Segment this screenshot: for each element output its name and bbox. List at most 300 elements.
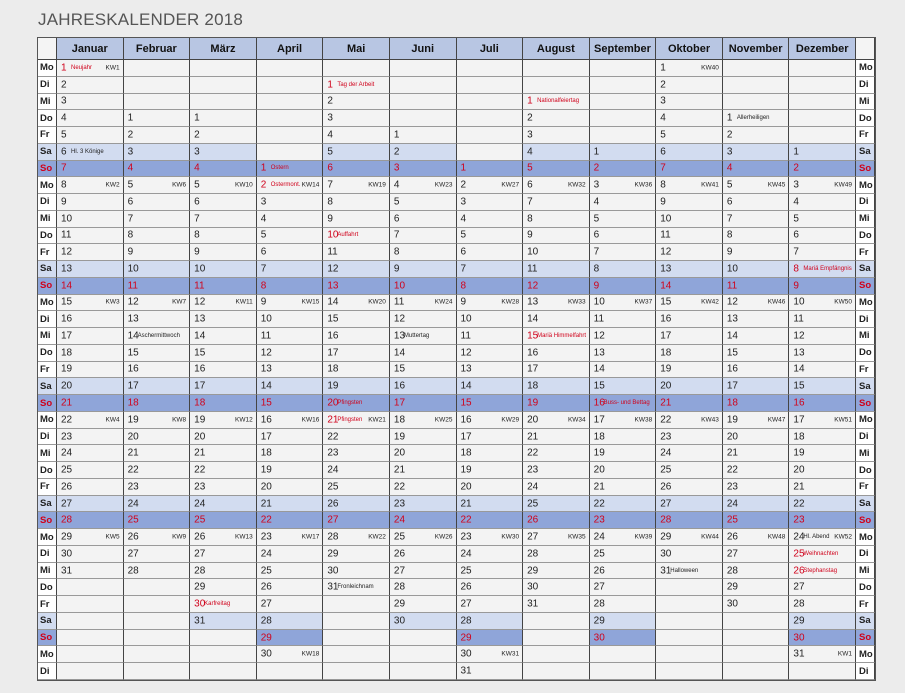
day-cell[interactable] <box>390 311 457 328</box>
day-cell[interactable] <box>789 563 856 580</box>
day-cell[interactable] <box>323 445 390 462</box>
day-cell[interactable] <box>257 630 324 647</box>
day-cell[interactable] <box>590 194 657 211</box>
day-cell[interactable] <box>457 328 524 345</box>
day-cell[interactable] <box>124 378 191 395</box>
day-cell[interactable] <box>590 412 657 429</box>
day-cell[interactable] <box>656 529 723 546</box>
day-cell[interactable] <box>190 261 257 278</box>
day-cell[interactable] <box>590 429 657 446</box>
day-cell[interactable] <box>390 228 457 245</box>
day-cell[interactable] <box>124 144 191 161</box>
day-cell[interactable] <box>57 211 124 228</box>
day-cell[interactable] <box>57 395 124 412</box>
day-cell[interactable] <box>124 412 191 429</box>
day-cell[interactable] <box>124 110 191 127</box>
day-cell[interactable] <box>723 144 790 161</box>
day-cell[interactable] <box>390 596 457 613</box>
day-cell[interactable] <box>457 194 524 211</box>
day-cell[interactable] <box>656 546 723 563</box>
day-cell[interactable] <box>323 529 390 546</box>
day-cell[interactable] <box>190 228 257 245</box>
day-cell[interactable] <box>323 110 390 127</box>
day-cell[interactable] <box>190 596 257 613</box>
day-cell[interactable] <box>789 646 856 663</box>
day-cell[interactable] <box>190 412 257 429</box>
day-cell[interactable] <box>590 496 657 513</box>
day-cell[interactable] <box>190 177 257 194</box>
day-cell[interactable] <box>323 412 390 429</box>
day-cell[interactable] <box>723 110 790 127</box>
day-cell[interactable] <box>789 630 856 647</box>
day-cell[interactable] <box>590 596 657 613</box>
day-cell[interactable] <box>523 496 590 513</box>
day-cell[interactable] <box>656 194 723 211</box>
day-cell[interactable] <box>656 445 723 462</box>
day-cell[interactable] <box>789 546 856 563</box>
day-cell[interactable] <box>57 228 124 245</box>
day-cell[interactable] <box>789 295 856 312</box>
day-cell[interactable] <box>656 345 723 362</box>
day-cell[interactable] <box>257 613 324 630</box>
day-cell[interactable] <box>257 445 324 462</box>
day-cell[interactable] <box>590 479 657 496</box>
day-cell[interactable] <box>323 211 390 228</box>
day-cell[interactable] <box>789 395 856 412</box>
day-cell[interactable] <box>190 311 257 328</box>
day-cell[interactable] <box>457 596 524 613</box>
day-cell[interactable] <box>124 177 191 194</box>
day-cell[interactable] <box>257 596 324 613</box>
day-cell[interactable] <box>590 311 657 328</box>
day-cell[interactable] <box>457 161 524 178</box>
day-cell[interactable] <box>57 462 124 479</box>
day-cell[interactable] <box>323 429 390 446</box>
day-cell[interactable] <box>656 211 723 228</box>
day-cell[interactable] <box>124 194 191 211</box>
day-cell[interactable] <box>257 529 324 546</box>
day-cell[interactable] <box>124 462 191 479</box>
day-cell[interactable] <box>190 161 257 178</box>
day-cell[interactable] <box>390 278 457 295</box>
day-cell[interactable] <box>323 144 390 161</box>
day-cell[interactable] <box>190 445 257 462</box>
day-cell[interactable] <box>723 261 790 278</box>
day-cell[interactable] <box>57 60 124 77</box>
day-cell[interactable] <box>57 496 124 513</box>
day-cell[interactable] <box>323 546 390 563</box>
day-cell[interactable] <box>124 362 191 379</box>
day-cell[interactable] <box>590 613 657 630</box>
day-cell[interactable] <box>656 177 723 194</box>
day-cell[interactable] <box>656 563 723 580</box>
day-cell[interactable] <box>523 194 590 211</box>
day-cell[interactable] <box>789 429 856 446</box>
day-cell[interactable] <box>457 663 524 680</box>
day-cell[interactable] <box>457 395 524 412</box>
day-cell[interactable] <box>390 378 457 395</box>
day-cell[interactable] <box>789 345 856 362</box>
day-cell[interactable] <box>523 596 590 613</box>
day-cell[interactable] <box>124 211 191 228</box>
day-cell[interactable] <box>789 462 856 479</box>
day-cell[interactable] <box>390 144 457 161</box>
day-cell[interactable] <box>457 177 524 194</box>
day-cell[interactable] <box>57 110 124 127</box>
day-cell[interactable] <box>257 563 324 580</box>
day-cell[interactable] <box>723 345 790 362</box>
day-cell[interactable] <box>523 94 590 111</box>
day-cell[interactable] <box>723 596 790 613</box>
day-cell[interactable] <box>57 529 124 546</box>
day-cell[interactable] <box>124 445 191 462</box>
day-cell[interactable] <box>457 345 524 362</box>
day-cell[interactable] <box>656 295 723 312</box>
day-cell[interactable] <box>590 295 657 312</box>
day-cell[interactable] <box>590 546 657 563</box>
day-cell[interactable] <box>457 378 524 395</box>
day-cell[interactable] <box>590 462 657 479</box>
day-cell[interactable] <box>323 228 390 245</box>
day-cell[interactable] <box>124 244 191 261</box>
day-cell[interactable] <box>190 211 257 228</box>
day-cell[interactable] <box>257 328 324 345</box>
day-cell[interactable] <box>789 512 856 529</box>
day-cell[interactable] <box>323 244 390 261</box>
day-cell[interactable] <box>656 429 723 446</box>
day-cell[interactable] <box>590 278 657 295</box>
day-cell[interactable] <box>590 378 657 395</box>
day-cell[interactable] <box>323 378 390 395</box>
day-cell[interactable] <box>57 362 124 379</box>
day-cell[interactable] <box>57 563 124 580</box>
day-cell[interactable] <box>590 228 657 245</box>
day-cell[interactable] <box>323 395 390 412</box>
day-cell[interactable] <box>789 613 856 630</box>
day-cell[interactable] <box>124 127 191 144</box>
day-cell[interactable] <box>57 412 124 429</box>
day-cell[interactable] <box>523 445 590 462</box>
day-cell[interactable] <box>57 278 124 295</box>
day-cell[interactable] <box>124 496 191 513</box>
day-cell[interactable] <box>323 94 390 111</box>
day-cell[interactable] <box>523 479 590 496</box>
day-cell[interactable] <box>190 328 257 345</box>
day-cell[interactable] <box>257 429 324 446</box>
day-cell[interactable] <box>190 362 257 379</box>
day-cell[interactable] <box>323 328 390 345</box>
day-cell[interactable] <box>124 563 191 580</box>
day-cell[interactable] <box>523 278 590 295</box>
day-cell[interactable] <box>124 295 191 312</box>
day-cell[interactable] <box>390 211 457 228</box>
day-cell[interactable] <box>390 445 457 462</box>
day-cell[interactable] <box>457 512 524 529</box>
day-cell[interactable] <box>257 177 324 194</box>
day-cell[interactable] <box>124 529 191 546</box>
day-cell[interactable] <box>590 328 657 345</box>
day-cell[interactable] <box>390 328 457 345</box>
day-cell[interactable] <box>124 261 191 278</box>
day-cell[interactable] <box>390 613 457 630</box>
day-cell[interactable] <box>323 261 390 278</box>
day-cell[interactable] <box>257 228 324 245</box>
day-cell[interactable] <box>390 194 457 211</box>
day-cell[interactable] <box>590 579 657 596</box>
day-cell[interactable] <box>57 328 124 345</box>
day-cell[interactable] <box>257 278 324 295</box>
day-cell[interactable] <box>457 546 524 563</box>
day-cell[interactable] <box>789 328 856 345</box>
day-cell[interactable] <box>789 144 856 161</box>
day-cell[interactable] <box>523 462 590 479</box>
day-cell[interactable] <box>723 177 790 194</box>
day-cell[interactable] <box>457 261 524 278</box>
day-cell[interactable] <box>523 295 590 312</box>
day-cell[interactable] <box>523 529 590 546</box>
day-cell[interactable] <box>457 496 524 513</box>
day-cell[interactable] <box>656 311 723 328</box>
day-cell[interactable] <box>390 345 457 362</box>
day-cell[interactable] <box>789 311 856 328</box>
day-cell[interactable] <box>789 412 856 429</box>
day-cell[interactable] <box>57 194 124 211</box>
day-cell[interactable] <box>190 395 257 412</box>
day-cell[interactable] <box>523 328 590 345</box>
day-cell[interactable] <box>57 546 124 563</box>
day-cell[interactable] <box>656 127 723 144</box>
day-cell[interactable] <box>723 563 790 580</box>
day-cell[interactable] <box>257 295 324 312</box>
day-cell[interactable] <box>190 512 257 529</box>
day-cell[interactable] <box>789 496 856 513</box>
day-cell[interactable] <box>723 161 790 178</box>
day-cell[interactable] <box>124 228 191 245</box>
day-cell[interactable] <box>124 161 191 178</box>
day-cell[interactable] <box>323 479 390 496</box>
day-cell[interactable] <box>323 278 390 295</box>
day-cell[interactable] <box>457 630 524 647</box>
day-cell[interactable] <box>124 278 191 295</box>
day-cell[interactable] <box>723 412 790 429</box>
day-cell[interactable] <box>723 546 790 563</box>
day-cell[interactable] <box>390 161 457 178</box>
day-cell[interactable] <box>323 177 390 194</box>
day-cell[interactable] <box>523 110 590 127</box>
day-cell[interactable] <box>523 362 590 379</box>
day-cell[interactable] <box>723 311 790 328</box>
day-cell[interactable] <box>57 311 124 328</box>
day-cell[interactable] <box>590 563 657 580</box>
day-cell[interactable] <box>57 378 124 395</box>
day-cell[interactable] <box>789 161 856 178</box>
day-cell[interactable] <box>656 462 723 479</box>
day-cell[interactable] <box>390 496 457 513</box>
day-cell[interactable] <box>457 563 524 580</box>
day-cell[interactable] <box>789 244 856 261</box>
day-cell[interactable] <box>590 211 657 228</box>
day-cell[interactable] <box>57 177 124 194</box>
day-cell[interactable] <box>190 529 257 546</box>
day-cell[interactable] <box>323 563 390 580</box>
day-cell[interactable] <box>590 529 657 546</box>
day-cell[interactable] <box>390 244 457 261</box>
day-cell[interactable] <box>257 395 324 412</box>
day-cell[interactable] <box>57 94 124 111</box>
day-cell[interactable] <box>190 345 257 362</box>
day-cell[interactable] <box>390 512 457 529</box>
day-cell[interactable] <box>789 194 856 211</box>
day-cell[interactable] <box>457 311 524 328</box>
day-cell[interactable] <box>390 362 457 379</box>
day-cell[interactable] <box>789 579 856 596</box>
day-cell[interactable] <box>656 60 723 77</box>
day-cell[interactable] <box>723 278 790 295</box>
day-cell[interactable] <box>656 244 723 261</box>
day-cell[interactable] <box>257 311 324 328</box>
day-cell[interactable] <box>323 295 390 312</box>
day-cell[interactable] <box>257 496 324 513</box>
day-cell[interactable] <box>723 395 790 412</box>
day-cell[interactable] <box>789 211 856 228</box>
day-cell[interactable] <box>457 529 524 546</box>
day-cell[interactable] <box>390 462 457 479</box>
day-cell[interactable] <box>257 362 324 379</box>
day-cell[interactable] <box>323 127 390 144</box>
day-cell[interactable] <box>656 228 723 245</box>
day-cell[interactable] <box>257 462 324 479</box>
day-cell[interactable] <box>124 546 191 563</box>
day-cell[interactable] <box>190 110 257 127</box>
day-cell[interactable] <box>656 395 723 412</box>
day-cell[interactable] <box>523 211 590 228</box>
day-cell[interactable] <box>723 127 790 144</box>
day-cell[interactable] <box>323 161 390 178</box>
day-cell[interactable] <box>190 127 257 144</box>
day-cell[interactable] <box>190 144 257 161</box>
day-cell[interactable] <box>57 261 124 278</box>
day-cell[interactable] <box>723 429 790 446</box>
day-cell[interactable] <box>656 161 723 178</box>
day-cell[interactable] <box>723 328 790 345</box>
day-cell[interactable] <box>523 261 590 278</box>
day-cell[interactable] <box>257 345 324 362</box>
day-cell[interactable] <box>523 127 590 144</box>
day-cell[interactable] <box>523 378 590 395</box>
day-cell[interactable] <box>57 429 124 446</box>
day-cell[interactable] <box>190 613 257 630</box>
day-cell[interactable] <box>656 261 723 278</box>
day-cell[interactable] <box>723 462 790 479</box>
day-cell[interactable] <box>323 579 390 596</box>
day-cell[interactable] <box>57 77 124 94</box>
day-cell[interactable] <box>390 529 457 546</box>
day-cell[interactable] <box>390 563 457 580</box>
day-cell[interactable] <box>457 362 524 379</box>
day-cell[interactable] <box>124 395 191 412</box>
day-cell[interactable] <box>257 512 324 529</box>
day-cell[interactable] <box>656 94 723 111</box>
day-cell[interactable] <box>723 445 790 462</box>
day-cell[interactable] <box>656 412 723 429</box>
day-cell[interactable] <box>723 479 790 496</box>
day-cell[interactable] <box>390 395 457 412</box>
day-cell[interactable] <box>57 127 124 144</box>
day-cell[interactable] <box>523 579 590 596</box>
day-cell[interactable] <box>656 77 723 94</box>
day-cell[interactable] <box>656 362 723 379</box>
day-cell[interactable] <box>457 613 524 630</box>
day-cell[interactable] <box>190 563 257 580</box>
day-cell[interactable] <box>789 479 856 496</box>
day-cell[interactable] <box>523 429 590 446</box>
day-cell[interactable] <box>723 579 790 596</box>
day-cell[interactable] <box>590 144 657 161</box>
day-cell[interactable] <box>190 496 257 513</box>
day-cell[interactable] <box>257 646 324 663</box>
day-cell[interactable] <box>523 161 590 178</box>
day-cell[interactable] <box>257 479 324 496</box>
day-cell[interactable] <box>457 211 524 228</box>
day-cell[interactable] <box>789 445 856 462</box>
day-cell[interactable] <box>457 228 524 245</box>
day-cell[interactable] <box>457 646 524 663</box>
day-cell[interactable] <box>523 228 590 245</box>
day-cell[interactable] <box>656 110 723 127</box>
day-cell[interactable] <box>523 345 590 362</box>
day-cell[interactable] <box>390 177 457 194</box>
day-cell[interactable] <box>590 244 657 261</box>
day-cell[interactable] <box>57 512 124 529</box>
day-cell[interactable] <box>124 328 191 345</box>
day-cell[interactable] <box>390 412 457 429</box>
day-cell[interactable] <box>457 445 524 462</box>
day-cell[interactable] <box>457 295 524 312</box>
day-cell[interactable] <box>523 311 590 328</box>
day-cell[interactable] <box>457 412 524 429</box>
day-cell[interactable] <box>590 261 657 278</box>
day-cell[interactable] <box>257 211 324 228</box>
day-cell[interactable] <box>656 496 723 513</box>
day-cell[interactable] <box>789 362 856 379</box>
day-cell[interactable] <box>723 362 790 379</box>
day-cell[interactable] <box>190 479 257 496</box>
day-cell[interactable] <box>523 144 590 161</box>
day-cell[interactable] <box>390 261 457 278</box>
day-cell[interactable] <box>124 311 191 328</box>
day-cell[interactable] <box>723 194 790 211</box>
day-cell[interactable] <box>124 479 191 496</box>
day-cell[interactable] <box>257 244 324 261</box>
day-cell[interactable] <box>590 512 657 529</box>
day-cell[interactable] <box>523 512 590 529</box>
day-cell[interactable] <box>656 378 723 395</box>
day-cell[interactable] <box>323 194 390 211</box>
day-cell[interactable] <box>656 512 723 529</box>
day-cell[interactable] <box>124 429 191 446</box>
day-cell[interactable] <box>190 295 257 312</box>
day-cell[interactable] <box>590 161 657 178</box>
day-cell[interactable] <box>457 429 524 446</box>
day-cell[interactable] <box>789 261 856 278</box>
day-cell[interactable] <box>390 127 457 144</box>
day-cell[interactable] <box>656 479 723 496</box>
day-cell[interactable] <box>257 412 324 429</box>
day-cell[interactable] <box>457 278 524 295</box>
day-cell[interactable] <box>390 579 457 596</box>
day-cell[interactable] <box>57 244 124 261</box>
day-cell[interactable] <box>190 462 257 479</box>
